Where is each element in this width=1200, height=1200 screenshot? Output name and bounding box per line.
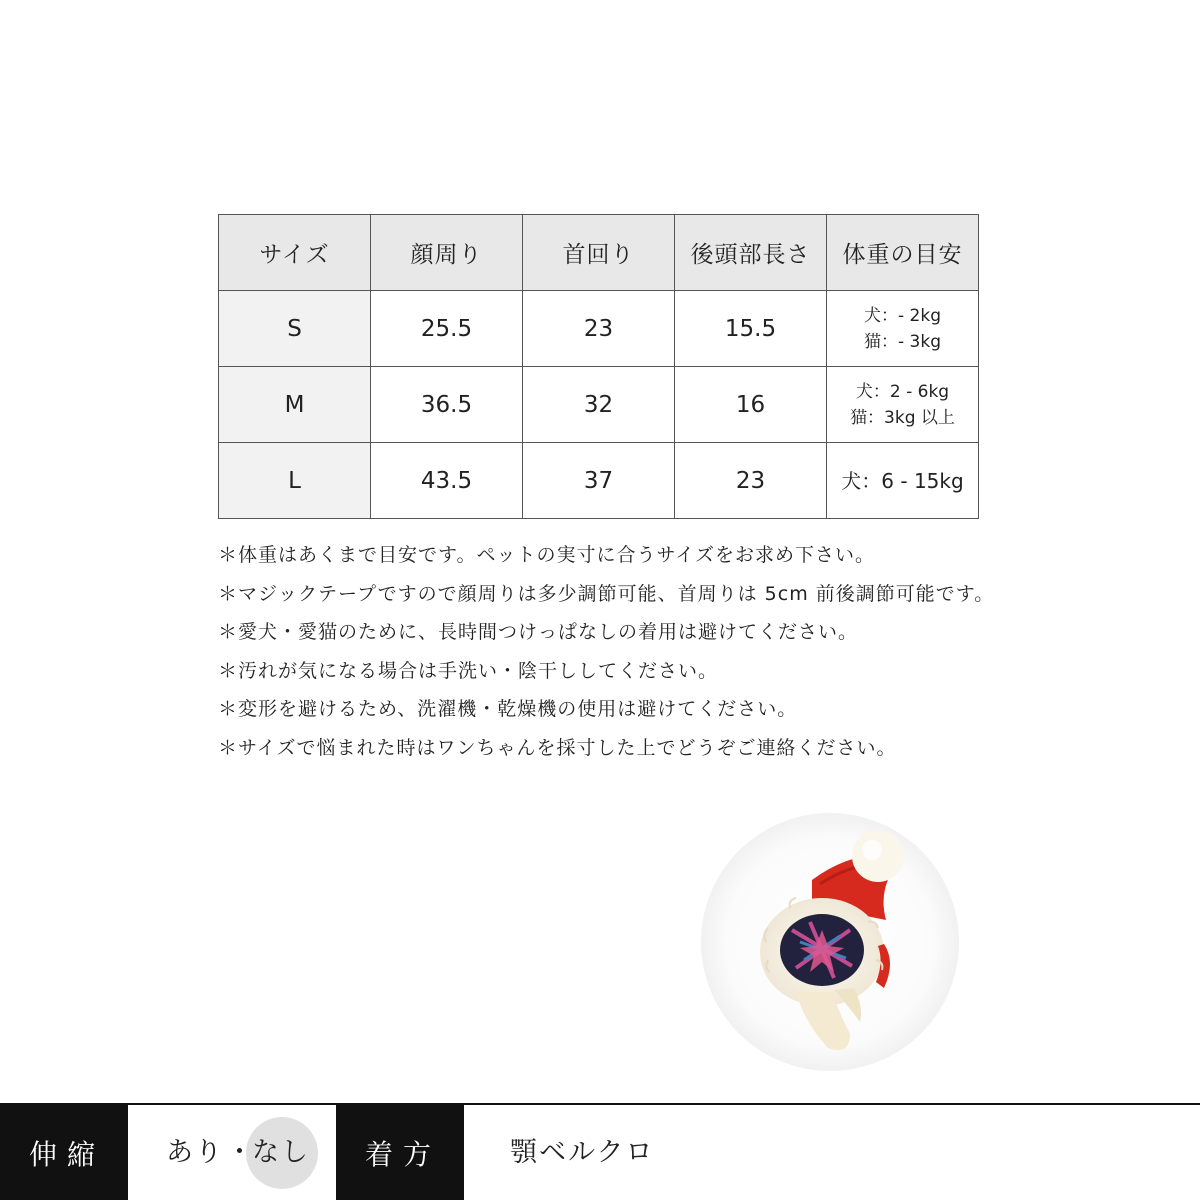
header-face: 顔周り (371, 215, 523, 291)
weight-dog: 犬：- 2kg (864, 305, 941, 326)
table-row (219, 443, 979, 519)
stretch-label: 伸縮 (0, 1105, 128, 1200)
table-row (219, 367, 979, 443)
weight-dog: 犬：6 - 15kg (841, 468, 964, 493)
wear-value: 顎ベルクロ (510, 1137, 655, 1168)
option-separator: ・ (226, 1137, 255, 1168)
stretch-option-no: なし (252, 1137, 310, 1168)
stretch-options (128, 1105, 336, 1200)
note-item: ＊汚れが気になる場合は手洗い・陰干ししてください。 (218, 659, 719, 682)
face-cell: 43.5 (371, 443, 523, 519)
stretch-option-yes: あり (166, 1137, 224, 1168)
face-cell: 36.5 (371, 367, 523, 443)
weight-cell (827, 367, 979, 443)
wear-label: 着方 (336, 1105, 464, 1200)
note-item: ＊サイズで悩まれた時はワンちゃんを採寸した上でどうぞご連絡ください。 (218, 736, 897, 759)
header-weight: 体重の目安 (827, 215, 979, 291)
size-chart-table (218, 214, 979, 519)
header-neck: 首回り (523, 215, 675, 291)
note-item: ＊体重はあくまで目安です。ペットの実寸に合うサイズをお求め下さい。 (218, 544, 875, 566)
neck-cell: 23 (523, 291, 675, 367)
weight-cell (827, 443, 979, 519)
note-item: ＊マジックテープですので顔周りは多少調節可能、首周りは 5cm 前後調節可能です。 (218, 582, 995, 605)
size-cell: M (219, 367, 371, 443)
neck-cell: 37 (523, 443, 675, 519)
weight-cell (827, 291, 979, 367)
neck-cell: 32 (523, 367, 675, 443)
spec-bar (0, 1103, 1200, 1200)
weight-dog: 犬：2 - 6kg (855, 381, 950, 402)
face-cell: 25.5 (371, 291, 523, 367)
table-header-row (219, 215, 979, 291)
back-head-cell: 23 (675, 443, 827, 519)
note-item: ＊愛犬・愛猫のために、長時間つけっぱなしの着用は避けてください。 (218, 621, 859, 644)
weight-cat: 猫：3kg 以上 (850, 407, 955, 428)
header-size: サイズ (219, 215, 371, 291)
back-head-cell: 15.5 (675, 291, 827, 367)
table-row (219, 291, 979, 367)
notes-list (218, 536, 994, 768)
size-cell: L (219, 443, 371, 519)
product-photo-santa-hood (700, 812, 960, 1072)
size-cell: S (219, 291, 371, 367)
header-back-head: 後頭部長さ (675, 215, 827, 291)
weight-cat: 猫：- 3kg (864, 331, 941, 352)
note-item: ＊変形を避けるため、洗濯機・乾燥機の使用は避けてください。 (218, 698, 798, 721)
back-head-cell: 16 (675, 367, 827, 443)
